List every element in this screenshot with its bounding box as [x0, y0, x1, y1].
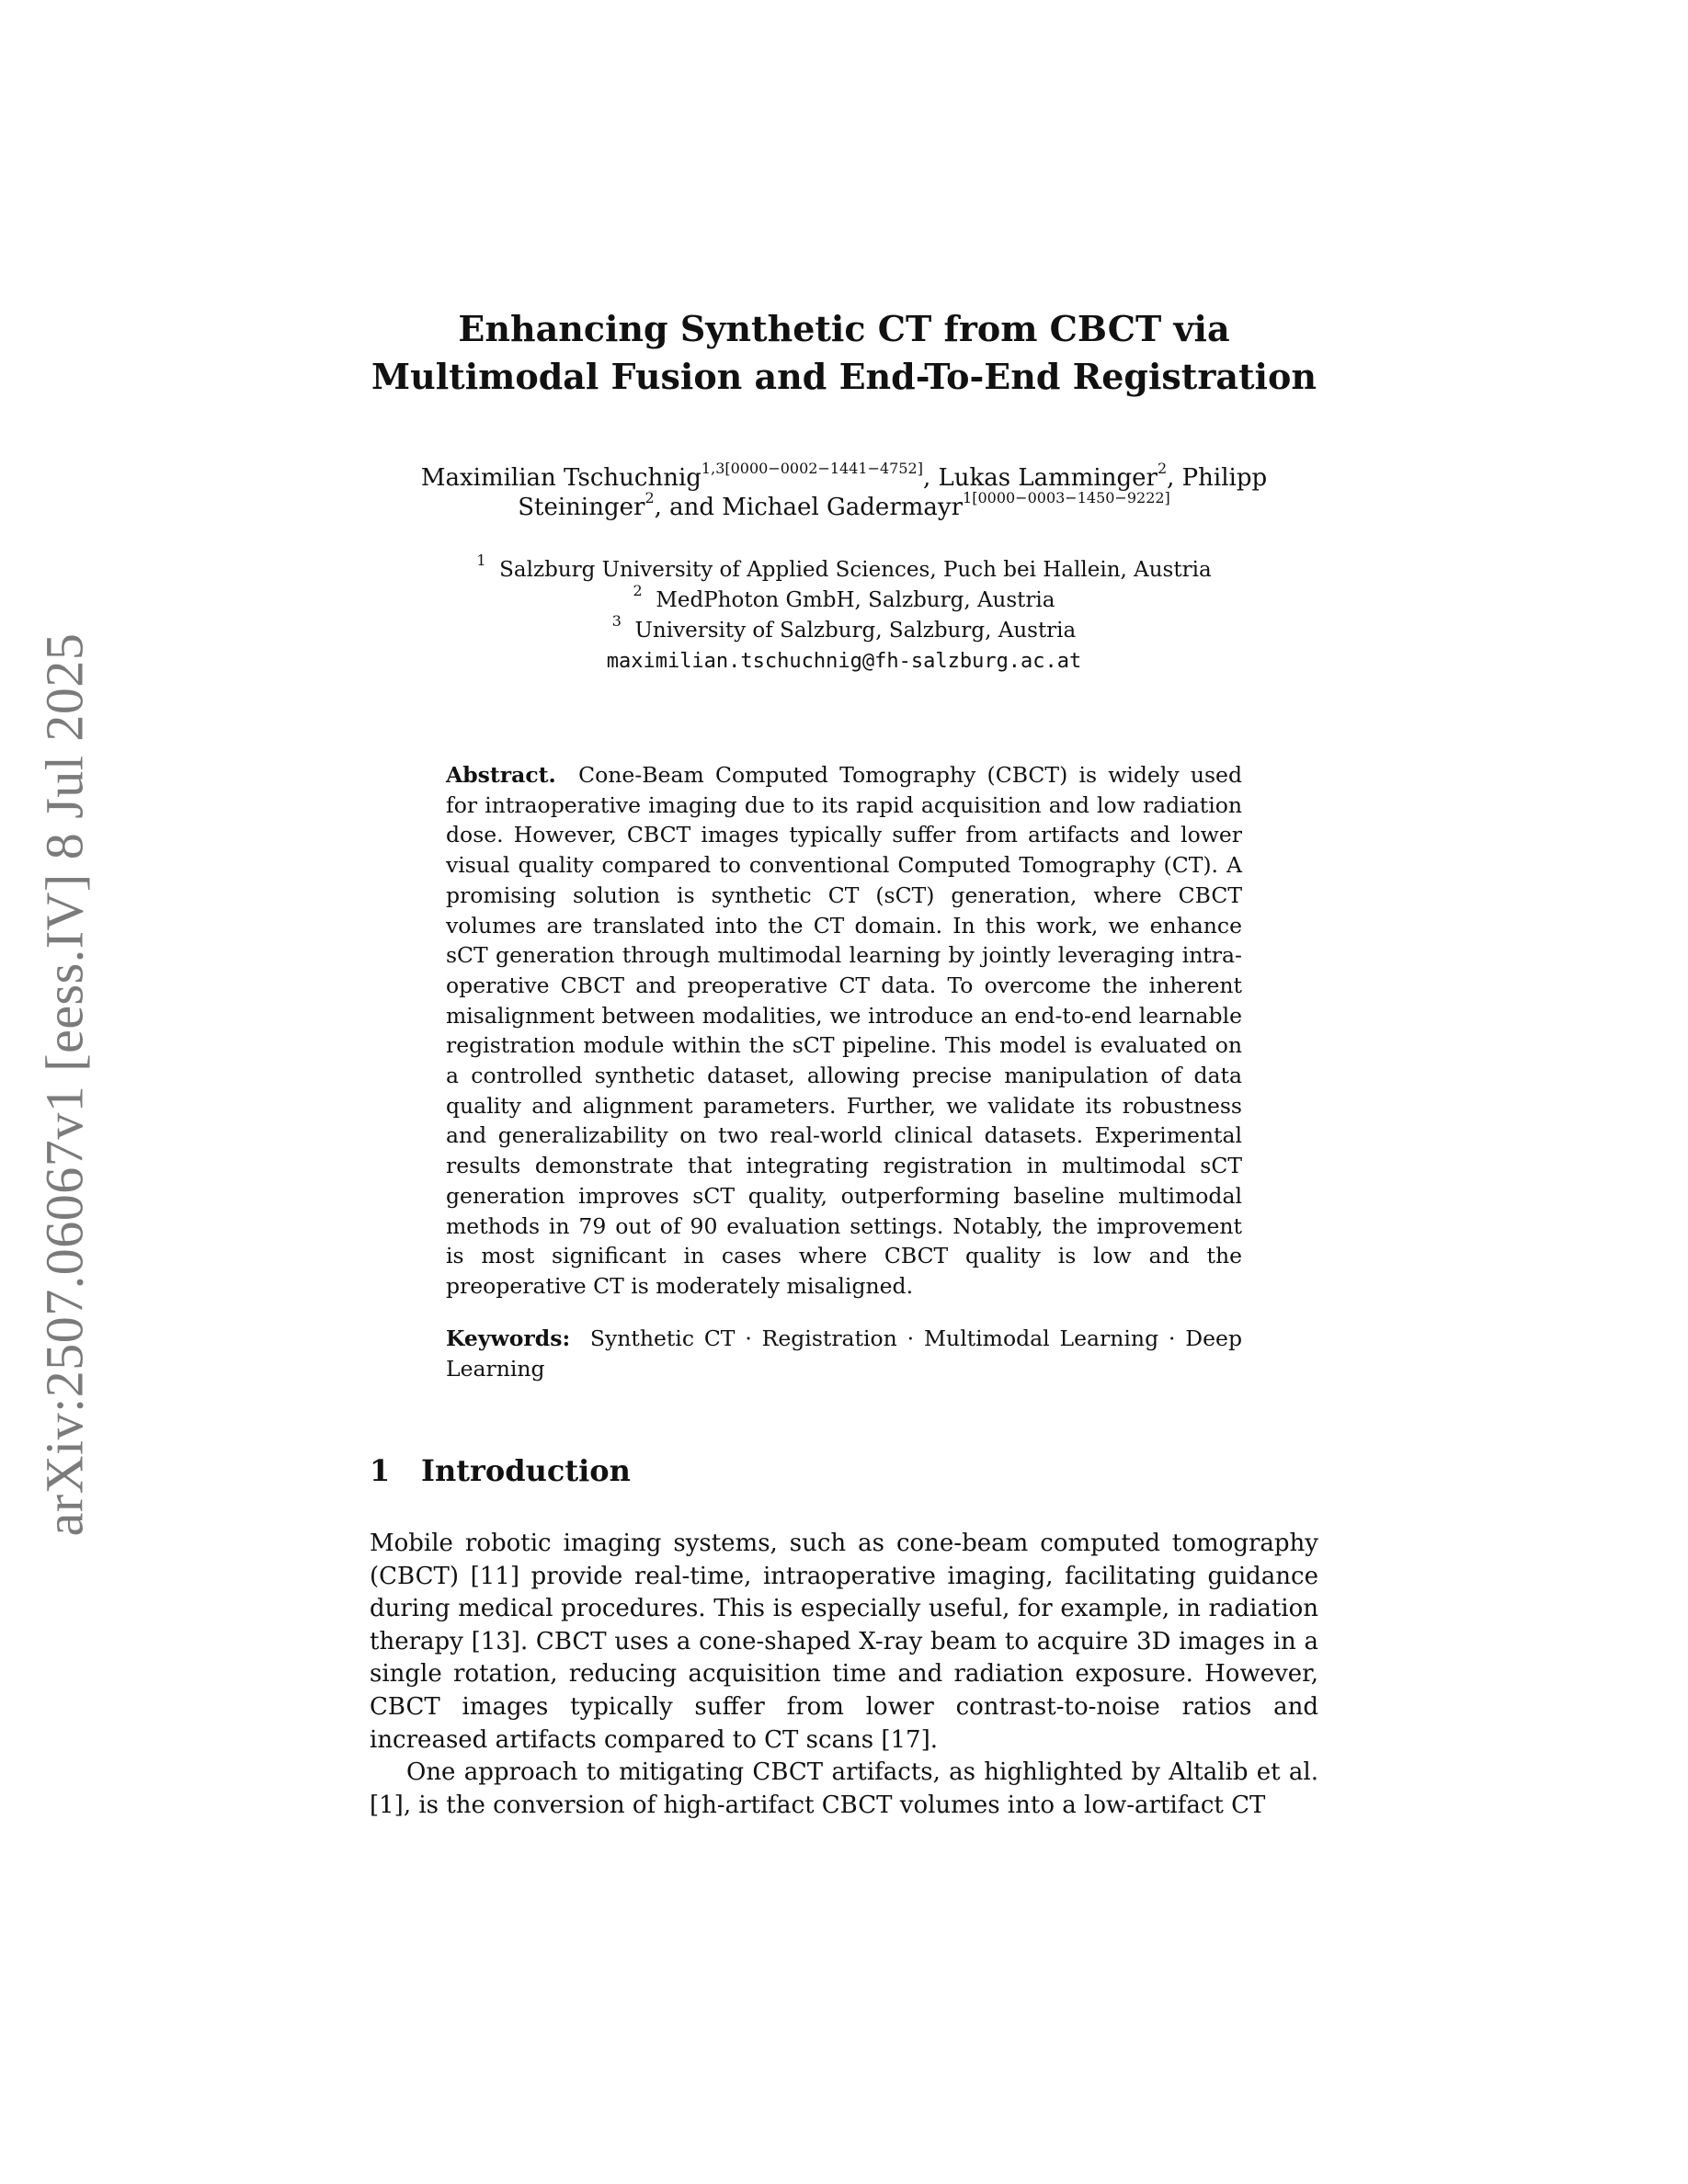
contact-email[interactable]: maximilian.tschuchnig@fh-salzburg.ac.at — [606, 650, 1082, 673]
paper-title-line-1: Enhancing Synthetic CT from CBCT via — [458, 308, 1230, 349]
section-heading-introduction — [370, 1451, 631, 1490]
paper-title-line-2: Multimodal Fusion and End-To-End Registration — [371, 356, 1317, 397]
contact-email-line — [366, 646, 1322, 677]
affiliation-list — [366, 552, 1322, 677]
affiliation-1 — [366, 552, 1322, 586]
author-line-2 — [366, 489, 1322, 522]
author-name-4: , and Michael Gadermayr — [654, 494, 964, 521]
affiliation-1-marker: 1 — [476, 552, 486, 570]
author-name-2: , Lukas Lamminger — [922, 464, 1158, 492]
paragraph-2: One approach to mitigating CBCT artifacts, as highlighted by Altalib et al. [1], is the conversion of high-artifact CBCT volumes into a low-artifact CT — [370, 1758, 1318, 1819]
author-name-1: Maximilian Tschuchnig — [420, 464, 701, 492]
author-line-1 — [366, 460, 1322, 493]
affiliation-3 — [366, 612, 1322, 646]
section-number: 1 — [370, 1453, 391, 1488]
author-1-affiliation-orcid: 1,3[0000−0002−1441−4752] — [701, 460, 923, 478]
arxiv-identifier-stamp — [0, 0, 129, 2184]
keywords — [446, 1324, 1242, 1384]
keywords-text: Synthetic CT · Registration · Multimodal Learning · Deep Learning — [446, 1325, 1242, 1382]
paper-title — [366, 305, 1322, 401]
affiliation-2-marker: 2 — [633, 582, 643, 600]
author-name-3-continued: Steininger — [518, 494, 645, 521]
author-name-3: , Philipp — [1167, 464, 1268, 492]
affiliation-2-text: MedPhoton GmbH, Salzburg, Austria — [656, 588, 1055, 612]
section-title: Introduction — [421, 1453, 631, 1488]
affiliation-3-text: University of Salzburg, Salzburg, Austria — [634, 619, 1077, 643]
author-list — [366, 460, 1322, 522]
abstract-text: Cone-Beam Computed Tomography (CBCT) is widely used for intraoperative imaging due to its rapid acquisition and low radiation dose. However, CBCT images typically suffer from artifacts and lower visual quality compared to conventional Computed Tomography (CT). A promising solution is synthetic CT (sCT) generation, where CBCT volumes are translated into the CT domain. In this work, we enhance sCT generation through multimodal learning by jointly leveraging intra-operative CBCT and preoperative CT data. To overcome the inherent misalignment between modalities, we introduce an end-to-end learnable registration module within the sCT pipeline. This model is evaluated on a controlled synthetic dataset, allowing precise manipulation of data quality and alignment parameters. Further, we validate its robustness and generalizability on two real-world clinical datasets. Experimental results demonstrate that integrating registration in multimodal sCT generation improves sCT quality, outperforming baseline multimodal methods in 79 out of 90 evaluation settings. Notably, the improvement is most significant in cases where CBCT quality is low and the preoperative CT is moderately misaligned. — [446, 762, 1242, 1299]
author-3-affiliation: 2 — [644, 489, 655, 507]
author-4-affiliation-orcid: 1[0000−0003−1450−9222] — [963, 489, 1170, 507]
abstract-label: Abstract. — [446, 762, 556, 788]
paragraph-1: Mobile robotic imaging systems, such as cone-beam computed tomography (CBCT) [11] provide real-time, intraoperative imaging, facilitating guidance during medical procedures. This is especially useful, for example, in radiation therapy [13]. CBCT uses a cone-shaped X-ray beam to acquire 3D images in a single rotation, reducing acquisition time and radiation exposure. However, CBCT images typically suffer from lower contrast-to-noise ratios and increased artifacts compared to CT scans [17]. — [370, 1530, 1318, 1754]
author-2-affiliation: 2 — [1157, 460, 1168, 478]
abstract — [446, 760, 1242, 1302]
affiliation-2 — [366, 582, 1322, 616]
affiliation-1-text: Salzburg University of Applied Sciences, Puch bei Hallein, Austria — [499, 558, 1212, 582]
introduction-body — [370, 1528, 1318, 1822]
keywords-label: Keywords: — [446, 1325, 571, 1351]
affiliation-3-marker: 3 — [611, 612, 622, 631]
arxiv-identifier-text: arXiv:2507.06067v1 [eess.IV] 8 Jul 2025 — [34, 632, 95, 1537]
